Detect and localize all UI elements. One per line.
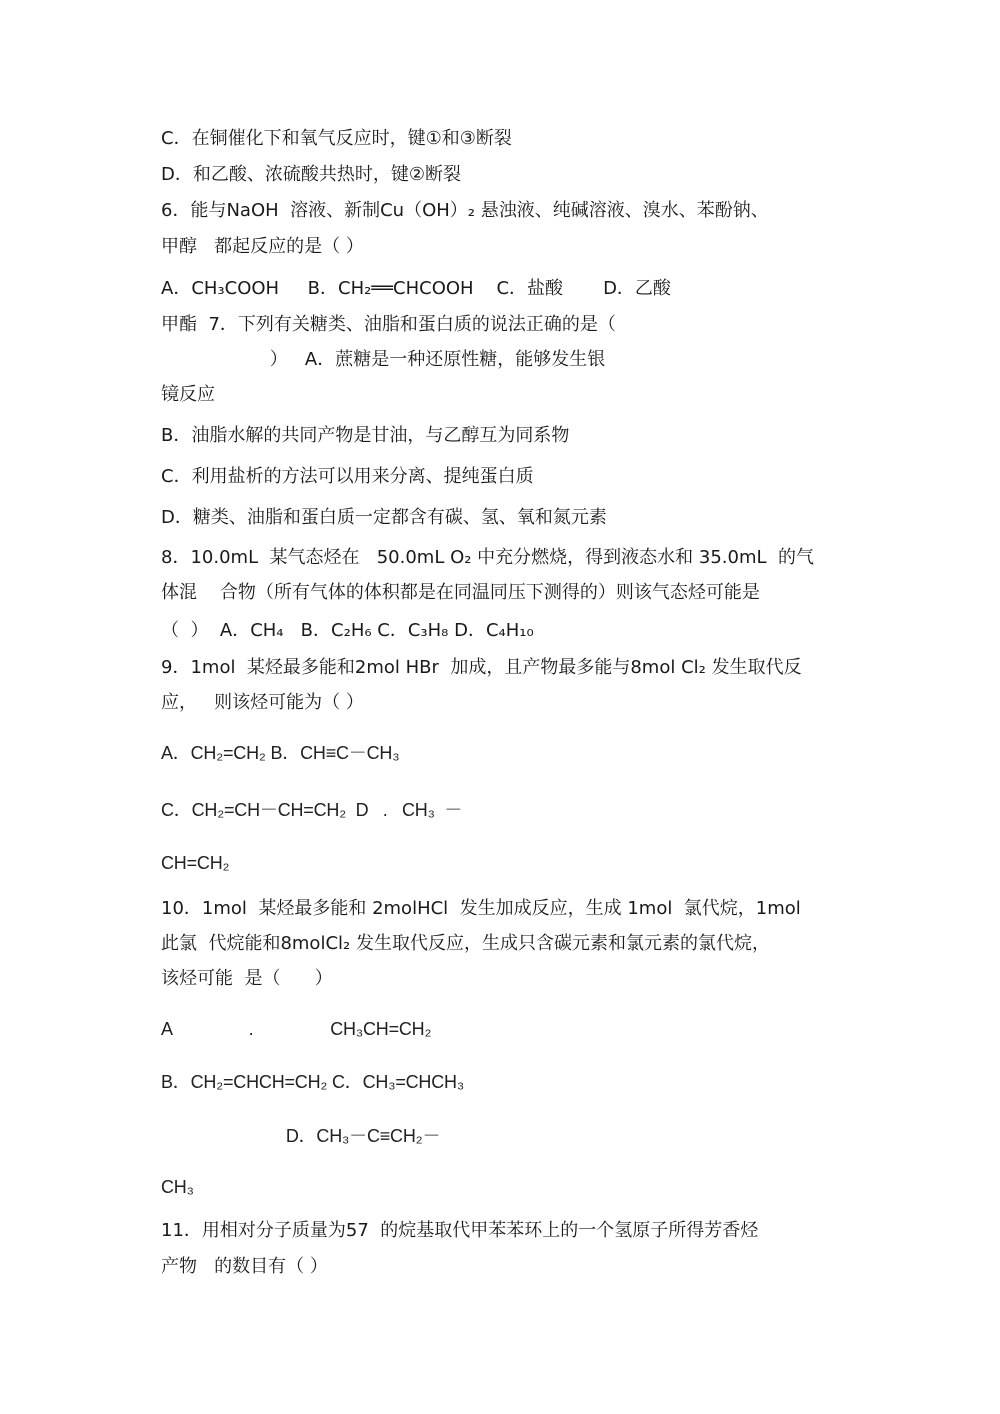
q10-options-bc: B．CH₂=CHCH=CH₂ C．CH₃=CHCH₃: [161, 1072, 464, 1092]
q10-option-d: D．CH₃－C≡CH₂－: [161, 1126, 441, 1146]
q7-stem-line3: 镜反应: [161, 384, 215, 405]
q7-stem-line1: 甲酯 7．下列有关糖类、油脂和蛋白质的说法正确的是（: [161, 314, 616, 335]
q10-stem-line2: 此氯 代烷能和8molCl₂ 发生取代反应，生成只含碳元素和氯元素的氯代烷，: [161, 933, 770, 954]
q9-stem-line2: 应， 则该烃可能为（ ）: [161, 692, 364, 713]
q5-option-c: C．在铜催化下和氧气反应时，键①和③断裂: [161, 128, 512, 149]
q10-stem-line3: 该烃可能 是（ ）: [161, 968, 333, 989]
q10-stem-line1: 10．1mol 某烃最多能和 2molHCl 发生加成反应，生成 1mol 氯代烷，1mol: [161, 898, 801, 919]
q8-stem-line2: 体混 合物（所有气体的体积都是在同温同压下测得的）则该气态烃可能是: [161, 582, 760, 603]
q9-options-cd: C．CH₂=CH－CH=CH₂ D . CH₃ －: [161, 800, 463, 820]
q7-option-b: B．油脂水解的共同产物是甘油，与乙醇互为同系物: [161, 425, 570, 446]
q7-stem-line2: ） A．蔗糖是一种还原性糖，能够发生银: [161, 349, 606, 370]
q7-option-c: C．利用盐析的方法可以用来分离、提纯蛋白质: [161, 466, 534, 487]
q9-stem-line1: 9．1mol 某烃最多能和2mol HBr 加成，且产物最多能与8mol Cl₂ 发生取代反: [161, 657, 802, 678]
q10-option-a: A . CH₃CH=CH₂: [161, 1019, 432, 1039]
q6-stem-line1: 6．能与NaOH 溶液、新制Cu（OH）₂ 悬浊液、纯碱溶液、溴水、苯酚钠、: [161, 200, 769, 221]
q8-stem-line1: 8．10.0mL 某气态烃在 50.0mL O₂ 中充分燃烧，得到液态水和 35.0mL 的气: [161, 547, 814, 568]
q5-option-d: D．和乙酸、浓硫酸共热时，键②断裂: [161, 164, 461, 185]
q11-stem-line2: 产物 的数目有（ ）: [161, 1256, 328, 1277]
q6-stem-line2: 甲醇 都起反应的是（ ）: [161, 236, 364, 257]
q8-options: （ ） A．CH₄ B．C₂H₆ C．C₃H₈ D．C₄H₁₀: [161, 620, 534, 641]
q7-option-d: D．糖类、油脂和蛋白质一定都含有碳、氢、氧和氮元素: [161, 507, 607, 528]
q11-stem-line1: 11．用相对分子质量为57 的烷基取代甲苯苯环上的一个氢原子所得芳香烃: [161, 1220, 759, 1241]
q9-options-ab: A．CH₂=CH₂ B．CH≡C－CH₃: [161, 743, 400, 763]
q10-option-d-cont: CH₃: [161, 1177, 194, 1197]
q9-option-d-cont: CH=CH₂: [161, 853, 230, 873]
q6-options: A．CH₃COOH B．CH₂══CHCOOH C．盐酸 D．乙酸: [161, 278, 671, 299]
